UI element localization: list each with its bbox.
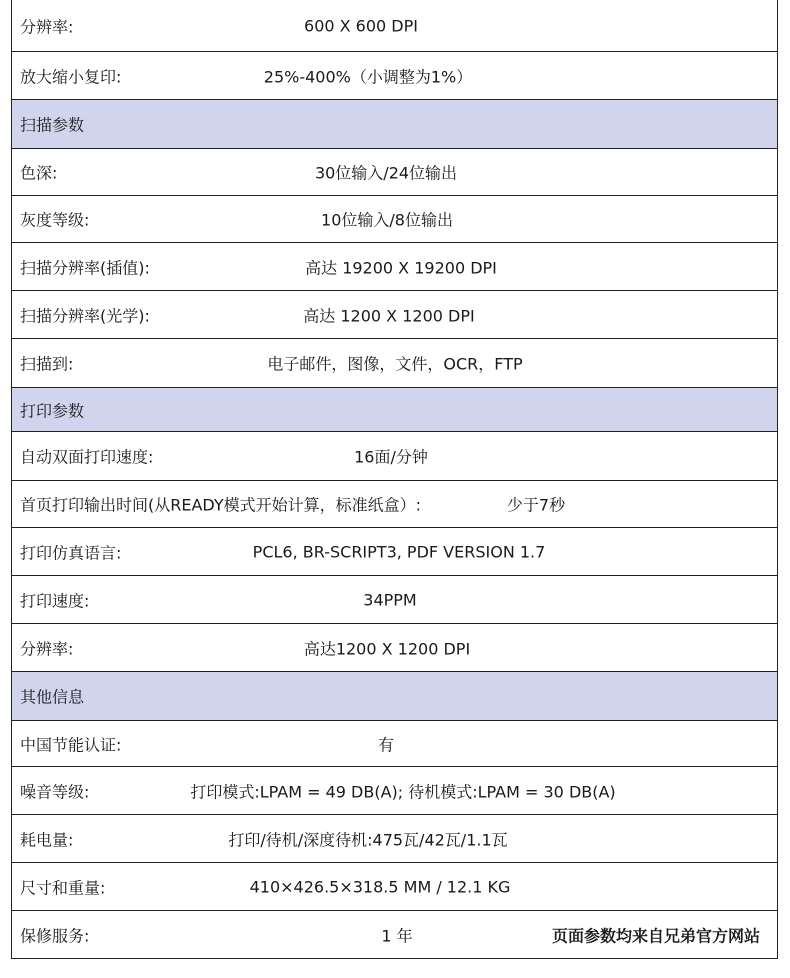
spec-value: 电子邮件，图像，文件，OCR，FTP (267, 354, 523, 374)
spec-value: 少于7秒 (506, 495, 566, 515)
spec-value: 1 年 (381, 926, 413, 945)
spec-row (12, 52, 777, 100)
spec-label: 扫描分辨率(插值): (20, 258, 150, 277)
spec-label: 中国节能认证: (20, 735, 122, 754)
spec-row (12, 339, 777, 388)
spec-row (12, 481, 777, 528)
spec-row (12, 721, 777, 767)
spec-row (12, 196, 777, 243)
spec-value: 打印模式:LPAM = 49 DB(A); 待机模式:LPAM = 30 DB(A) (190, 782, 616, 801)
section-title: 扫描参数 (20, 115, 85, 135)
spec-label: 放大缩小复印: (20, 67, 122, 86)
spec-value: 打印/待机/深度待机:475瓦/42瓦/1.1瓦 (228, 830, 508, 849)
spec-label: 扫描到: (20, 354, 74, 374)
spec-value: 34PPM (363, 590, 417, 609)
spec-label: 分辨率: (20, 17, 74, 36)
spec-label: 灰度等级: (20, 210, 90, 230)
spec-row (12, 624, 777, 672)
spec-label: 色深: (20, 163, 58, 183)
spec-value: 有 (377, 735, 395, 754)
section-title: 其他信息 (20, 687, 85, 707)
spec-row (12, 432, 777, 481)
spec-row (12, 243, 777, 291)
spec-row (12, 911, 777, 959)
spec-value: 高达 19200 X 19200 DPI (305, 258, 497, 277)
section-header (12, 100, 777, 149)
section-header (12, 388, 777, 432)
spec-row (12, 815, 777, 863)
spec-row (12, 863, 777, 911)
spec-table (11, 0, 778, 959)
spec-value: 410×426.5×318.5 MM / 12.1 KG (249, 877, 511, 896)
spec-value: 10位输入/8位输出 (321, 210, 453, 230)
spec-row (12, 291, 777, 339)
spec-value: 30位输入/24位输出 (314, 163, 458, 183)
spec-value: 16面/分钟 (354, 447, 428, 467)
source-note: 页面参数均来自兄弟官方网站 (551, 926, 760, 945)
spec-value: 高达1200 X 1200 DPI (303, 639, 471, 658)
spec-label: 耗电量: (20, 830, 74, 849)
spec-label: 保修服务: (20, 926, 90, 945)
spec-label: 打印速度: (20, 591, 90, 610)
spec-row (12, 149, 777, 196)
section-title: 打印参数 (20, 401, 85, 420)
spec-row (12, 767, 777, 815)
spec-label: 首页打印输出时间(从READY模式开始计算，标准纸盒）: (20, 495, 422, 515)
spec-label: 自动双面打印速度: (20, 447, 154, 467)
spec-value: 600 X 600 DPI (304, 16, 418, 35)
spec-row (12, 576, 777, 624)
spec-label: 扫描分辨率(光学): (20, 306, 150, 325)
spec-value: 25%-400%（小调整为1%） (263, 67, 473, 86)
section-header (12, 672, 777, 721)
spec-row (12, 528, 777, 576)
spec-label: 尺寸和重量: (20, 878, 106, 897)
spec-value: PCL6, BR-SCRIPT3, PDF VERSION 1.7 (252, 542, 546, 561)
spec-label: 分辨率: (20, 639, 74, 658)
spec-label: 噪音等级: (20, 782, 90, 801)
spec-row (12, 0, 777, 52)
spec-value: 高达 1200 X 1200 DPI (303, 306, 475, 325)
spec-label: 打印仿真语言: (20, 543, 122, 562)
